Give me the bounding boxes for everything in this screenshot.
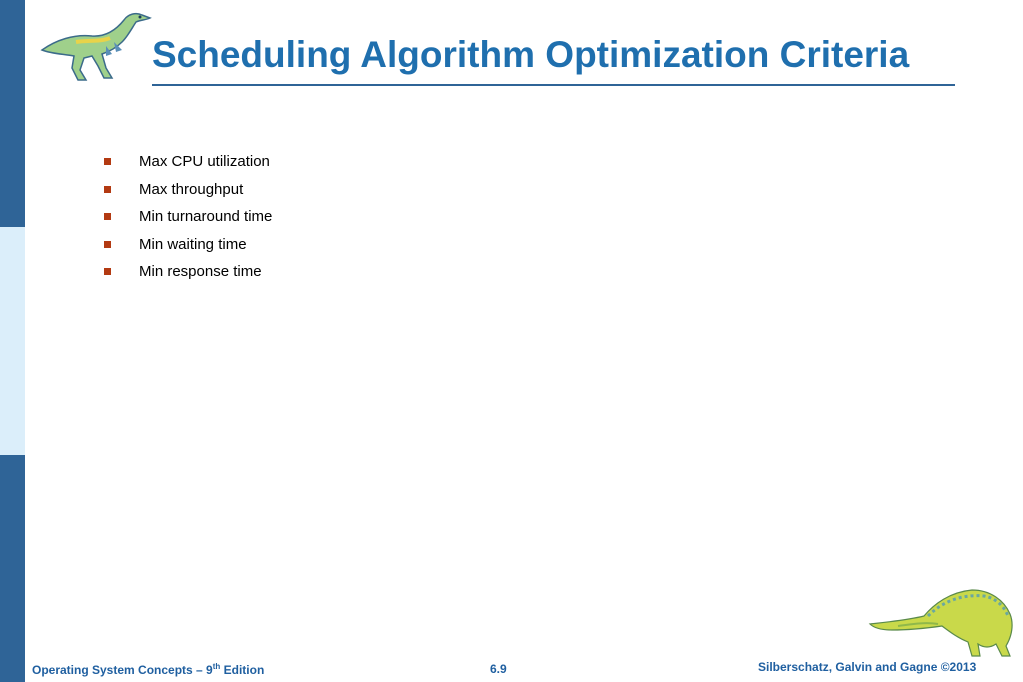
- list-item: [104, 258, 272, 286]
- list-item-label: Min response time: [139, 263, 262, 281]
- footer-book-prefix: Operating System Concepts – 9: [32, 663, 213, 677]
- list-item: [104, 176, 272, 204]
- sidebar-stripe-middle: [0, 227, 25, 455]
- bullet-list: [104, 148, 272, 286]
- list-item-label: Max throughput: [139, 180, 244, 198]
- footer-book-title: [32, 662, 264, 677]
- footer-page-number: 6.9: [490, 662, 507, 676]
- bullet-square-icon: [104, 186, 111, 193]
- list-item-label: Max CPU utilization: [139, 153, 270, 171]
- sidebar-stripe-top: [0, 0, 25, 227]
- bullet-square-icon: [104, 268, 111, 275]
- bullet-square-icon: [104, 213, 111, 220]
- dinosaur-icon: [868, 586, 1018, 658]
- list-item: [104, 203, 272, 231]
- bullet-square-icon: [104, 158, 111, 165]
- footer-copyright: Silberschatz, Galvin and Gagne ©2013: [758, 660, 977, 674]
- dinosaur-icon: [36, 6, 156, 84]
- footer-book-superscript: th: [212, 662, 221, 671]
- list-item-label: Min waiting time: [139, 235, 247, 253]
- page-title: Scheduling Algorithm Optimization Criteria: [152, 34, 910, 75]
- title-divider: [152, 84, 955, 86]
- sidebar-stripe-bottom: [0, 455, 25, 682]
- bullet-square-icon: [104, 241, 111, 248]
- list-item-label: Min turnaround time: [139, 208, 273, 226]
- list-item: [104, 231, 272, 259]
- list-item: [104, 148, 272, 176]
- footer-book-suffix: Edition: [220, 663, 265, 677]
